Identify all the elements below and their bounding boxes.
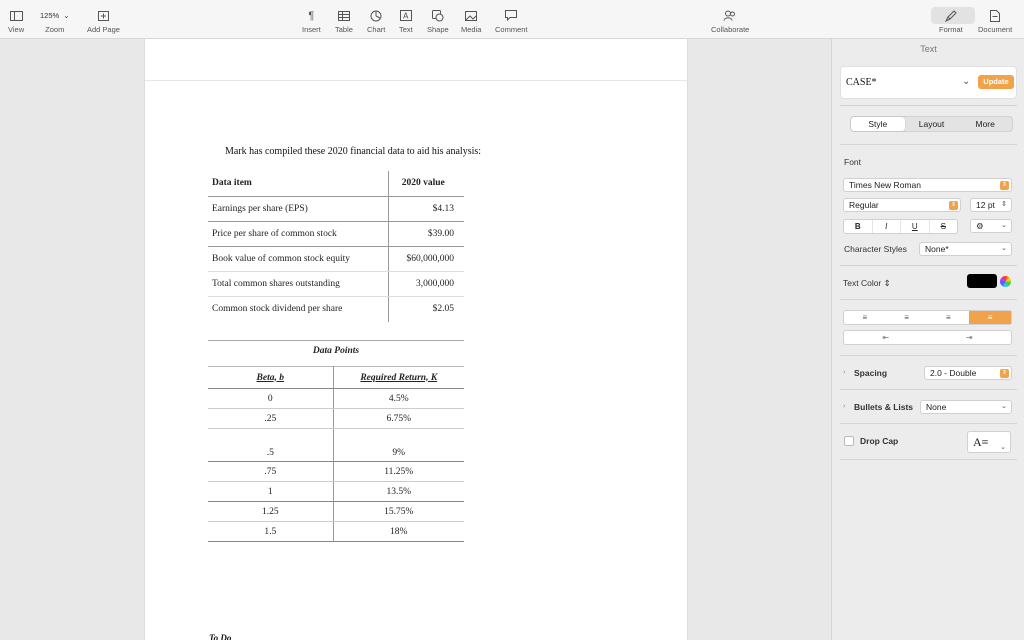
stepper-arrows-icon: ⇕: [883, 278, 891, 288]
align-left-icon[interactable]: ≡: [862, 313, 868, 322]
table-row: [208, 429, 464, 462]
stepper-icon: ⇕: [1001, 370, 1008, 376]
divider: [840, 105, 1017, 106]
font-weight-value: Regular: [849, 200, 879, 210]
table-cell[interactable]: 11.25%: [333, 462, 464, 482]
chart-label: Chart: [367, 25, 386, 34]
gear-icon: ⚙: [976, 221, 984, 231]
font-size-field[interactable]: [970, 198, 1012, 212]
header-cell[interactable]: Beta, b: [208, 367, 333, 389]
text-color-well[interactable]: [967, 274, 997, 288]
table-row: [208, 246, 464, 271]
divider: [840, 423, 1017, 424]
chevron-down-icon: ⌄: [63, 11, 70, 20]
sidebar-icon: [10, 8, 23, 23]
table-cell[interactable]: $4.13: [388, 196, 464, 221]
table-cell[interactable]: 1: [208, 482, 333, 502]
chart-button[interactable]: [367, 8, 385, 34]
font-weight-select[interactable]: [843, 198, 961, 212]
underline-button[interactable]: U: [901, 220, 930, 233]
header-cell[interactable]: Data item: [208, 171, 388, 196]
chart-icon: [370, 8, 382, 23]
table-cell[interactable]: .5: [208, 429, 333, 462]
text-label: Text: [399, 25, 413, 34]
strikethrough-button[interactable]: S: [940, 222, 946, 231]
paragraph-style-selector[interactable]: [840, 66, 1017, 99]
spacing-label[interactable]: Spacing: [854, 368, 888, 378]
divider: [840, 355, 1017, 356]
table-cell[interactable]: Earnings per share (EPS): [208, 196, 388, 221]
table-cell[interactable]: $39.00: [388, 221, 464, 246]
collaborate-label: Collaborate: [711, 25, 750, 34]
table-row: [208, 389, 464, 409]
table-header-row: [208, 367, 464, 389]
divider: [840, 389, 1017, 390]
header-divider: [145, 80, 689, 81]
pilcrow-icon: ¶: [308, 9, 315, 22]
bullets-lists-label[interactable]: Bullets & Lists: [854, 402, 914, 412]
toolbar: [0, 0, 1024, 39]
collaborate-icon: [723, 8, 737, 23]
paintbrush-icon: [945, 8, 957, 23]
chevron-down-icon: ⌄: [962, 76, 971, 87]
table-row: [208, 502, 464, 522]
font-family-select[interactable]: [843, 178, 1012, 192]
justify-icon[interactable]: ≡: [969, 311, 1011, 324]
spacing-select[interactable]: [924, 366, 1012, 380]
align-right-icon[interactable]: ≡: [946, 313, 951, 322]
document-icon: [990, 8, 1000, 23]
tab-style[interactable]: Style: [851, 117, 905, 131]
data-points-title[interactable]: Data Points: [208, 340, 464, 366]
stepper-arrows-icon: ⇕: [1001, 201, 1007, 208]
table-cell[interactable]: 1.5: [208, 522, 333, 542]
add-page-icon: [98, 8, 109, 23]
table-row: [208, 482, 464, 502]
table-button[interactable]: [335, 8, 353, 34]
header-cell[interactable]: 2020 value: [388, 171, 464, 196]
add-page-label: Add Page: [87, 25, 120, 34]
media-label: Media: [461, 25, 482, 34]
financial-data-table[interactable]: [208, 171, 464, 322]
chevron-down-icon: ⌄: [1000, 443, 1006, 451]
align-center-icon[interactable]: ≡: [904, 313, 909, 322]
drop-cap-checkbox[interactable]: [844, 436, 854, 446]
character-styles-value: None*: [925, 244, 949, 254]
photo-icon: [465, 8, 477, 23]
table-row: [208, 221, 464, 246]
divider: [840, 144, 1017, 145]
data-points-table[interactable]: [208, 366, 464, 542]
alignment-buttons: [843, 310, 1012, 325]
table-cell[interactable]: 0: [208, 389, 333, 409]
text-options-button[interactable]: [970, 219, 1012, 233]
shape-label: Shape: [427, 25, 449, 34]
table-cell[interactable]: 18%: [333, 522, 464, 542]
inspector-title: Text: [920, 44, 937, 54]
table-icon: [338, 8, 350, 23]
tab-layout[interactable]: Layout: [918, 119, 945, 129]
cut-off-paragraph[interactable]: To Do: [209, 633, 232, 640]
disclosure-arrow-icon[interactable]: ›: [843, 369, 846, 376]
stepper-icon: ⇕: [950, 202, 957, 208]
view-label: View: [8, 25, 25, 34]
paragraph-style-name: CASE*: [846, 77, 877, 88]
table-cell[interactable]: .25: [208, 409, 333, 429]
table-row: [208, 462, 464, 482]
table-cell[interactable]: Common stock dividend per share: [208, 296, 388, 322]
table-cell[interactable]: 9%: [333, 429, 464, 462]
text-box-icon: [400, 8, 412, 23]
text-style-buttons: [843, 219, 958, 234]
document-button[interactable]: [978, 8, 1012, 34]
table-label: Table: [335, 25, 353, 34]
decrease-indent-icon[interactable]: ⇤: [882, 333, 890, 342]
svg-text:A: A: [402, 11, 409, 21]
table-header-row: [208, 171, 464, 196]
format-button[interactable]: [939, 8, 963, 34]
table-cell[interactable]: 15.75%: [333, 502, 464, 522]
table-row: [208, 296, 464, 322]
insert-button[interactable]: [302, 8, 321, 34]
document-canvas[interactable]: [0, 39, 831, 640]
stepper-icon: ⇕: [1001, 182, 1008, 188]
insert-label: Insert: [302, 25, 321, 34]
font-family-value: Times New Roman: [849, 180, 921, 190]
bullets-lists-value: None: [926, 402, 947, 412]
chevron-down-icon: ⌄: [1001, 403, 1007, 410]
zoom-control[interactable]: [40, 8, 69, 34]
inspector-tabs: [850, 116, 1013, 132]
comment-button[interactable]: [495, 8, 528, 34]
zoom-label: Zoom: [45, 25, 65, 34]
drop-cap-icon: A≡: [973, 435, 989, 449]
view-button[interactable]: [8, 8, 24, 34]
table-row: [208, 409, 464, 429]
character-styles-select[interactable]: [919, 242, 1012, 256]
indent-buttons: [843, 330, 1012, 345]
italic-button[interactable]: I: [873, 220, 902, 233]
comment-label: Comment: [495, 25, 528, 34]
document-label: Document: [978, 25, 1013, 34]
collaborate-button[interactable]: [711, 8, 749, 34]
table-row: [208, 271, 464, 296]
table-cell[interactable]: $2.05: [432, 304, 454, 315]
drop-cap-style-select[interactable]: [967, 431, 1011, 453]
tab-more[interactable]: More: [975, 119, 995, 129]
comment-icon: [505, 8, 517, 23]
shape-icon: [432, 8, 444, 23]
table-cell[interactable]: 6.75%: [333, 409, 464, 429]
spacing-value: 2.0 - Double: [930, 368, 977, 378]
table-cell[interactable]: 3,000,000: [388, 271, 464, 296]
chevron-down-icon: ⌄: [1001, 245, 1007, 252]
font-label: Font: [844, 157, 862, 167]
zoom-value: 125%: [40, 11, 60, 20]
table-cell[interactable]: 13.5%: [333, 482, 464, 502]
table-cell[interactable]: Price per share of common stock: [208, 221, 388, 246]
disclosure-arrow-icon[interactable]: ›: [843, 403, 846, 410]
add-page-button[interactable]: [87, 8, 120, 34]
divider: [840, 459, 1017, 460]
font-size-value: 12 pt: [976, 200, 995, 210]
format-label: Format: [939, 25, 963, 34]
text-button[interactable]: [399, 8, 413, 34]
divider: [840, 265, 1017, 266]
table-cell[interactable]: 1.25: [208, 502, 333, 522]
table-cell[interactable]: 4.5%: [333, 389, 464, 409]
character-styles-label: Character Styles: [844, 244, 907, 254]
media-button[interactable]: [461, 8, 481, 34]
intro-paragraph[interactable]: Mark has compiled these 2020 financial data to aid his analysis:: [225, 146, 482, 157]
table-cell[interactable]: Total common shares outstanding: [208, 271, 388, 296]
divider: [840, 299, 1017, 300]
header-cell[interactable]: Required Return, K: [333, 367, 464, 389]
shape-button[interactable]: [427, 8, 449, 34]
format-inspector: [831, 39, 1024, 640]
chevron-down-icon: ⌄: [1001, 222, 1007, 229]
color-wheel-icon[interactable]: [1000, 276, 1011, 287]
table-cell[interactable]: Book value of common stock equity: [208, 246, 388, 271]
table-cell[interactable]: .75: [208, 462, 333, 482]
table-row: [208, 522, 464, 542]
bullets-lists-select[interactable]: [920, 400, 1012, 414]
drop-cap-label: Drop Cap: [860, 436, 899, 446]
update-style-button[interactable]: Update: [978, 75, 1014, 89]
document-page[interactable]: [144, 39, 688, 640]
text-color-label[interactable]: Text Color ⇕: [843, 278, 891, 288]
table-cell[interactable]: $60,000,000: [388, 246, 464, 271]
table-row: [208, 196, 464, 221]
increase-indent-icon[interactable]: ⇥: [965, 333, 973, 342]
bold-button[interactable]: B: [844, 220, 873, 233]
